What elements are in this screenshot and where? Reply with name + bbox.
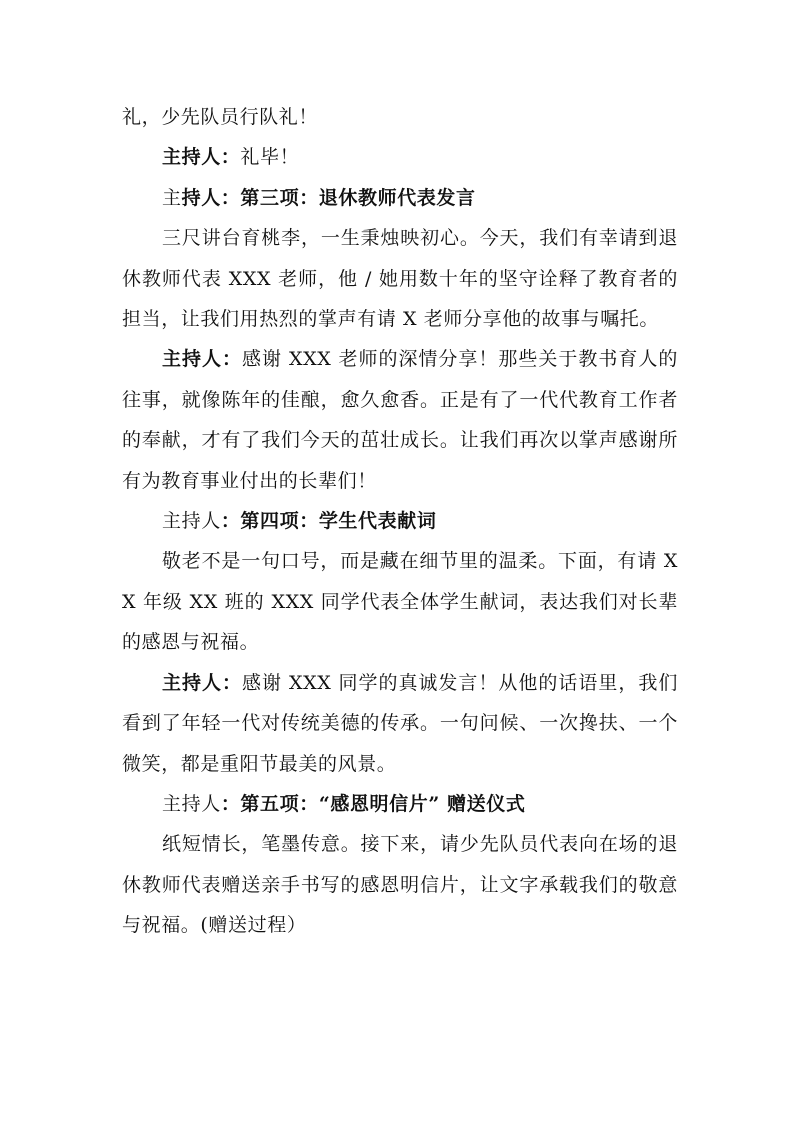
paragraph (122, 541, 678, 662)
heading-text: 持人：第三项：退休教师代表发言 (181, 186, 476, 209)
paragraph (122, 137, 678, 177)
speaker-label: 主持人： (162, 348, 242, 371)
text-run: 主 (162, 186, 182, 209)
text-run: 三尺讲台育桃李，一生秉烛映初心。今天，我们有幸请到退休教师代表 XXX 老师，他 / 她用数十年的坚守诠释了教育者的担当，让我们用热烈的掌声有请 X 老师分享他的故事与嘱托。 (122, 227, 678, 331)
text-run: 感谢 XXX 老师的深情分享！那些关于教书育人的往事，就像陈年的佳酿，愈久愈香。正是有了一代代教育工作者的奉献，才有了我们今天的茁壮成长。让我们再次以掌声感谢所有为教育事业付出的长辈们！ (122, 348, 679, 492)
paragraph (122, 663, 678, 784)
section-heading (122, 501, 678, 541)
heading-text: ：第四项：学生代表献词 (220, 510, 437, 533)
text-run: 敬老不是一句口号，而是藏在细节里的温柔。下面，有请 XX 年级 XX 班的 XXX 同学代表全体学生献词，表达我们对长辈的感恩与祝福。 (122, 550, 678, 654)
paragraph (122, 824, 678, 945)
speaker-label: 主持人： (162, 671, 242, 694)
text-run: 主持人 (162, 510, 221, 533)
text-run: 主持人 (162, 792, 221, 815)
paragraph (122, 339, 678, 501)
paragraph (122, 97, 678, 137)
text-run: 礼，少先队员行队礼！ (122, 106, 319, 128)
section-heading (122, 784, 678, 824)
heading-text: ：第五项：“感恩明信片” 赠送仪式 (220, 792, 526, 815)
document-body (122, 97, 678, 946)
text-run: 纸短情长，笔墨传意。接下来，请少先队员代表向在场的退休教师代表赠送亲手书写的感恩明信片，让文字承载我们的敬意与祝福。(赠送过程） (122, 833, 678, 937)
text-run: 感谢 XXX 同学的真诚发言！从他的话语里，我们看到了年轻一代对传统美德的传承。一句问候、一次搀扶、一个微笑，都是重阳节最美的风景。 (122, 671, 679, 775)
speaker-label: 主持人： (162, 146, 241, 169)
section-heading (122, 178, 678, 218)
text-run: 礼毕！ (240, 146, 300, 169)
paragraph (122, 218, 678, 339)
